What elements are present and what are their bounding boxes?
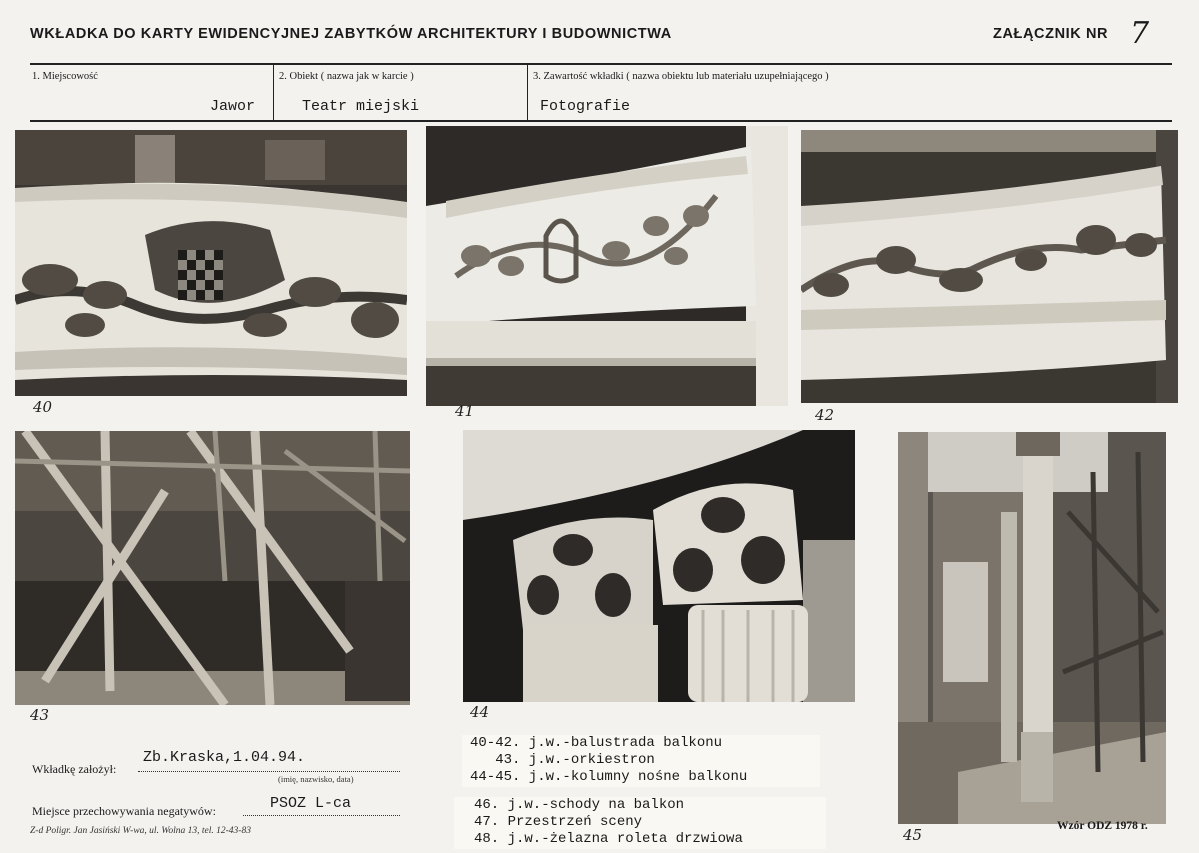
form-pattern: Wzór ODZ 1978 r. xyxy=(1057,820,1148,832)
field-divider-1 xyxy=(273,64,274,121)
photo-40-balustrade xyxy=(15,130,407,396)
photo-45-supporting-columns xyxy=(898,432,1166,824)
founder-value: Zb.Kraska,1.04.94. xyxy=(143,749,306,766)
photo-41-number: 41 xyxy=(455,402,475,420)
caption-line: 47. Przestrzeń sceny xyxy=(474,814,643,830)
content-value: Fotografie xyxy=(540,98,631,115)
locality-value: Jawor xyxy=(210,98,256,115)
caption-line: 46. j.w.-schody na balkon xyxy=(474,797,685,813)
photo-45-number: 45 xyxy=(903,826,923,844)
founder-label: Wkładkę założył: xyxy=(32,762,117,776)
header-rule xyxy=(30,63,1172,65)
storage-dotted-line xyxy=(243,815,400,816)
photo-42-number: 42 xyxy=(815,406,835,424)
annex-number: 7 xyxy=(1130,16,1150,51)
photo-43-orchestra-pit xyxy=(15,431,410,705)
field-divider-2 xyxy=(527,64,528,121)
photo-44-number: 44 xyxy=(470,703,490,721)
photo-41-balustrade-lyre xyxy=(426,126,788,406)
storage-value: PSOZ L-ca xyxy=(270,795,352,812)
object-value: Teatr miejski xyxy=(302,98,420,115)
printer-imprint: Z-d Poligr. Jan Jasiński W-wa, ul. Wolna 13, tel. 12-43-83 xyxy=(30,826,251,836)
caption-line: 43. j.w.-orkiestron xyxy=(470,752,655,768)
form-title: WKŁADKA DO KARTY EWIDENCYJNEJ ZABYTKÓW ARCHITEKTURY I BUDOWNICTWA xyxy=(30,26,672,42)
fields-rule xyxy=(30,120,1172,122)
founder-hint: (imię, nazwisko, data) xyxy=(278,774,354,784)
storage-label: Miejsce przechowywania negatywów: xyxy=(32,804,216,818)
photo-43-number: 43 xyxy=(30,706,50,724)
caption-line: 48. j.w.-żelazna roleta drzwiowa xyxy=(474,831,743,847)
caption-line: 44-45. j.w.-kolumny nośne balkonu xyxy=(470,769,748,785)
photo-40-number: 40 xyxy=(33,398,53,416)
caption-slip-2 xyxy=(454,797,826,849)
content-label: 3. Zawartość wkładki ( nazwa obiektu lub materiału uzupełniającego ) xyxy=(533,71,829,82)
object-label: 2. Obiekt ( nazwa jak w karcie ) xyxy=(279,71,414,82)
founder-dotted-line xyxy=(138,771,400,772)
annex-label: ZAŁĄCZNIK NR xyxy=(993,26,1109,42)
caption-slip-1 xyxy=(462,735,820,787)
photo-44-column-capitals xyxy=(463,430,855,702)
photo-42-balustrade-garland xyxy=(801,130,1178,403)
caption-line: 40-42. j.w.-balustrada balkonu xyxy=(470,735,723,751)
locality-label: 1. Miejscowość xyxy=(32,71,98,82)
